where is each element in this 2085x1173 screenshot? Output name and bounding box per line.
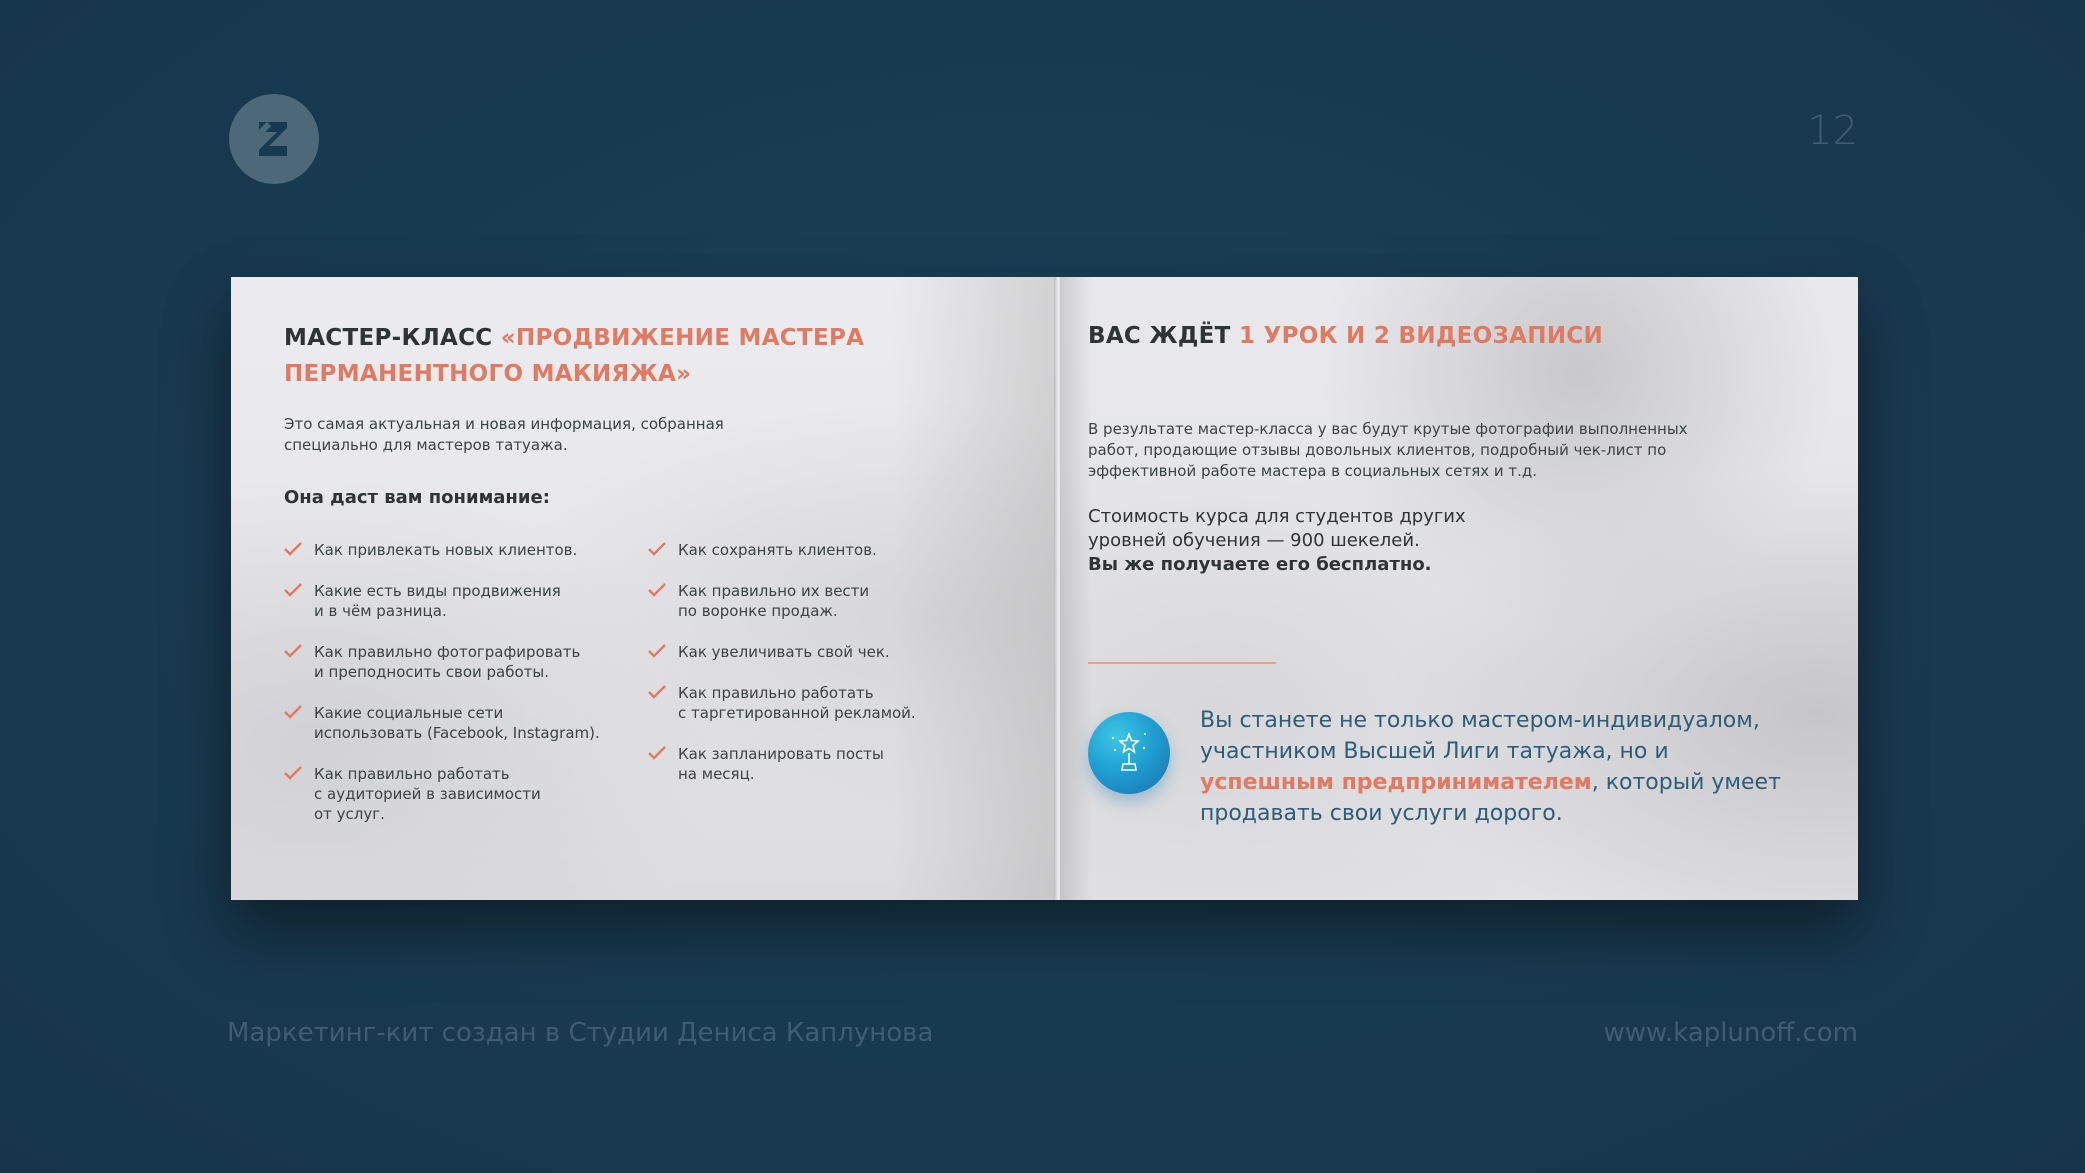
left-page	[231, 277, 1057, 900]
check-icon	[648, 643, 666, 659]
footer-website-link[interactable]: www.kaplunoff.com	[1603, 1018, 1858, 1048]
check-icon	[648, 684, 666, 700]
list-item: Как сохранять клиентов.	[648, 540, 988, 560]
cost-bold: Вы же получаете его бесплатно.	[1088, 554, 1432, 575]
check-icon	[284, 541, 302, 557]
list-item: Как правильно их вести по воронке продаж.	[648, 581, 988, 621]
result-text: В результате мастер-класса у вас будут крутые фотографии выполненных работ, продающие отзывы довольных клиентов, подробный чек-лист по эффективной работе мастера в социальных сетях и т.д.	[1088, 420, 1688, 480]
check-icon	[648, 541, 666, 557]
closing-quote: Вы станете не только мастером-индивидуалом, участником Высшей Лиги татуажа, но и успешным предпринимателем, который умеет продавать свои услуги дорого.	[1200, 708, 1781, 826]
page-number: 12	[1807, 108, 1858, 154]
list-item: Как правильно работать с таргетированной рекламой.	[648, 683, 988, 723]
check-icon	[284, 765, 302, 781]
left-page-title	[284, 320, 924, 392]
list-item: Как запланировать посты на месяц.	[648, 744, 988, 784]
cost-plain: Стоимость курса для студентов других уровней обучения — 900 шекелей.	[1088, 506, 1466, 551]
cost-text	[1088, 505, 1508, 577]
check-icon	[648, 582, 666, 598]
list-item: Как увеличивать свой чек.	[648, 642, 988, 662]
list-subtitle: Она даст вам понимание:	[284, 487, 550, 508]
logo-icon	[229, 94, 319, 184]
intro-text: Это самая актуальная и новая информация, собранная специально для мастеров татуажа.	[284, 415, 724, 454]
list-item: Какие есть виды продвижения и в чём разница.	[284, 581, 624, 621]
list-item: Как правильно работать с аудиторией в зависимости от услуг.	[284, 764, 624, 824]
benefits-column-1	[284, 540, 624, 824]
benefits-column-2	[648, 540, 988, 784]
left-title-accent: «ПРОДВИЖЕНИЕ МАСТЕРА ПЕРМАНЕНТНОГО МАКИЯЖА»	[284, 325, 865, 387]
right-page	[1060, 277, 1858, 900]
footer-credit: Маркетинг-кит создан в Студии Дениса Каплунова	[227, 1018, 934, 1048]
divider-line	[1088, 662, 1276, 664]
brochure-spread	[231, 277, 1858, 900]
check-icon	[648, 745, 666, 761]
quote-highlight: успешным предпринимателем	[1200, 770, 1592, 795]
check-icon	[284, 582, 302, 598]
check-icon	[284, 643, 302, 659]
list-item: Как правильно фотографировать и преподносить свои работы.	[284, 642, 624, 682]
check-icon	[284, 704, 302, 720]
left-title-plain: МАСТЕР-КЛАСС	[284, 325, 501, 351]
right-title-plain: ВАС ЖДЁТ	[1088, 323, 1239, 349]
right-page-title	[1088, 318, 1788, 354]
list-item: Какие социальные сети использовать (Facebook, Instagram).	[284, 703, 624, 743]
right-title-accent: 1 УРОК И 2 ВИДЕОЗАПИСИ	[1238, 323, 1604, 349]
trophy-star-icon	[1088, 712, 1170, 794]
list-item: Как привлекать новых клиентов.	[284, 540, 624, 560]
